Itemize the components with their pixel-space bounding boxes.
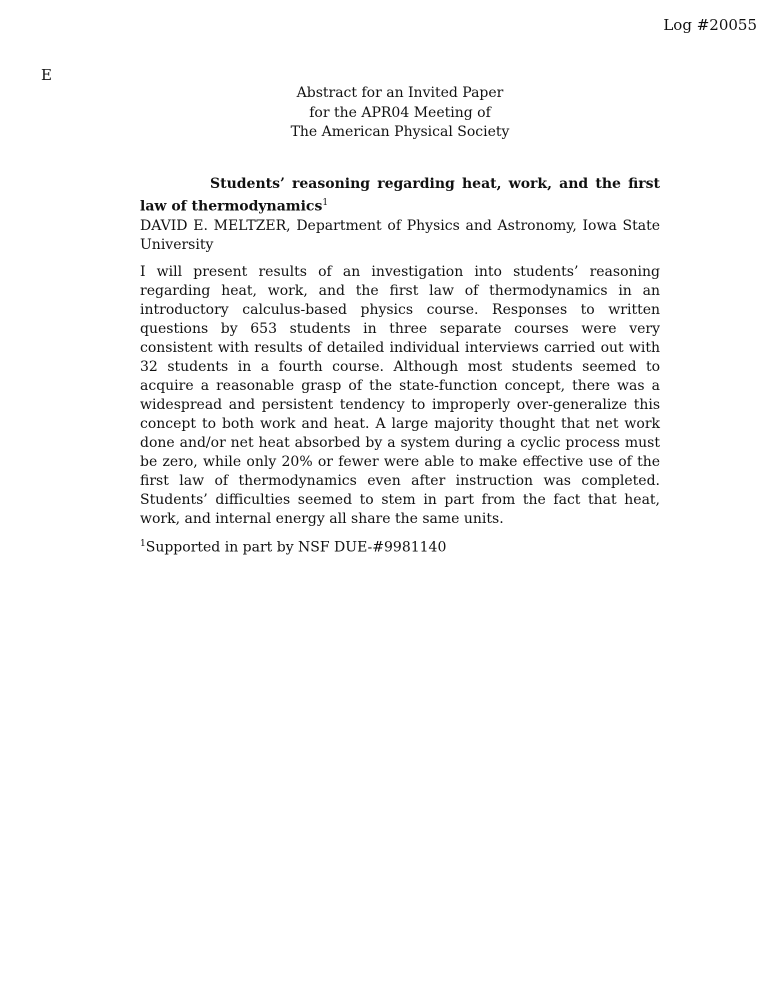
paper-title: Students’ reasoning regarding heat, work, and the first law of thermodynamics — [140, 176, 660, 215]
log-number: Log #20055 — [663, 16, 757, 34]
header-line-1: Abstract for an Invited Paper — [296, 85, 504, 101]
author-affiliation: DAVID E. MELTZER, Department of Physics and Astronomy, Iowa State University — [140, 217, 660, 253]
header-line-3: The American Physical Society — [290, 124, 510, 140]
paper-title-block — [140, 175, 660, 217]
footnote-text: Supported in part by NSF DUE-#9981140 — [145, 539, 447, 556]
session-letter: E — [41, 66, 52, 84]
footnote — [140, 535, 660, 558]
header-line-2: for the APR04 Meeting of — [309, 104, 491, 121]
title-footnote-mark: 1 — [322, 198, 329, 208]
abstract-body: I will present results of an investigation into students’ reasoning regarding heat, work, and the first law of thermodynamics in an introductory calculus-based physics course. Responses to written questions by 653 students in three separate courses were very consistent with results of detailed individual interviews carried out with 32 students in a fourth course. Although most students seemed to acquire a reasonable grasp of the state-function concept, there was a widespread and persistent tendency to improperly over-generalize this concept to both work and heat. A large majority thought that net work done and/or net heat absorbed by a system during a cyclic process must be zero, while only 20% or fewer were able to make effective use of the first law of thermodynamics even after instruction was completed. Students’ difficulties seemed to stem in part from the fact that heat, work, and internal energy all share the same units. — [140, 263, 660, 527]
paper-content — [140, 175, 660, 557]
abstract-header — [140, 84, 660, 143]
footnote-mark: 1 — [140, 538, 146, 549]
